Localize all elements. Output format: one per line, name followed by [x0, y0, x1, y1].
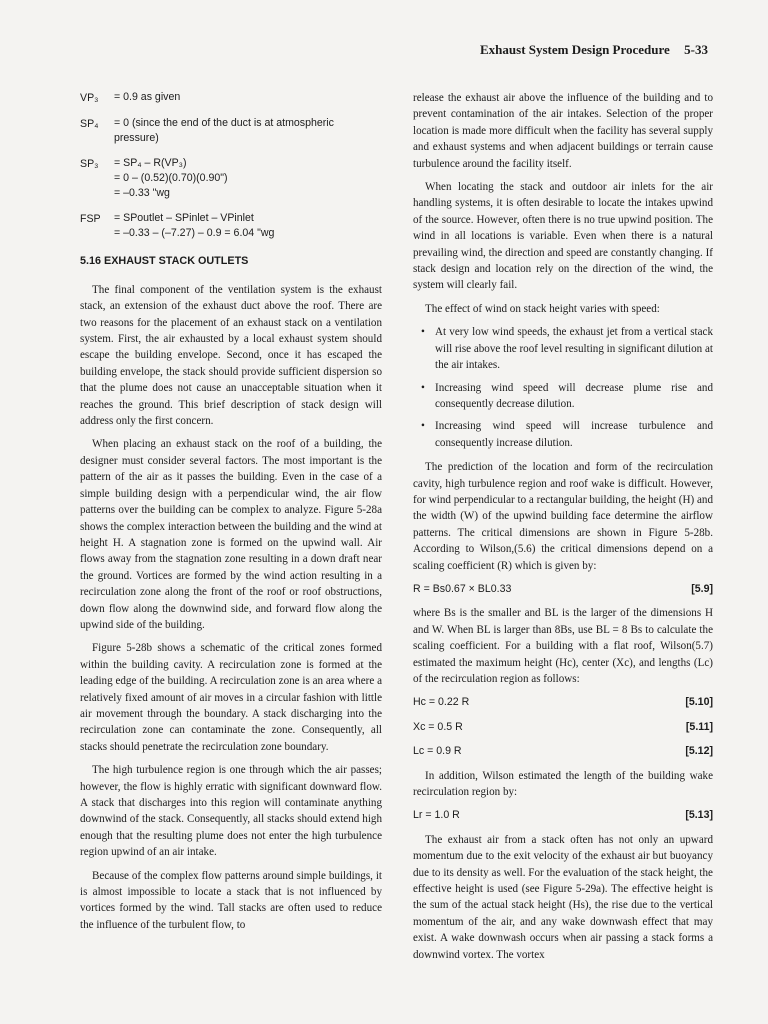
equation-line: = –0.33 – (–7.27) – 0.9 = 6.04 "wg — [114, 227, 275, 240]
paragraph: where Bs is the smaller and BL is the larger of the dimensions H and W. When BL is larger than 8Bs, use BL = 8 Bs to calculate the scaling coefficient. For a building with a flat roof, Wilson(5.7) estimated the maximum height (Hc), center (Xc), and lengths (Lc) of the recirculation region as follows: — [413, 607, 713, 685]
paragraph: When locating the stack and outdoor air inlets for the air handling systems, it is often desirable to locate the intakes upwind of the source. However, often there is no true upwind position. The wind in all locations is variable. Even when there is a natural prevailing wind, the direction and speed are constantly changing. If stack design and location rely on the direction of the wind, the system will clearly fail. — [413, 181, 713, 292]
equation-line: = SPoutlet – SPinlet – VPinlet — [114, 212, 254, 225]
paragraph: release the exhaust air above the influence of the building and to prevent contamination of the air intakes. Selection of the proper location is made more difficult when the facility has several supply and exhaust systems and when adjacent buildings or terrain cause turbulence around the facility itself. — [413, 92, 713, 170]
equation-vp3 — [80, 90, 382, 106]
equation-number: [5.10] — [685, 696, 713, 709]
equation-5-12 — [413, 743, 713, 759]
equation-line: = 0 – (0.52)(0.70)(0.90") — [114, 172, 228, 185]
paragraph: The prediction of the location and form of the recirculation cavity, high turbulence region and roof wake is difficult. However, for wind perpendicular to a rectangular building, the height (H) and the width (W) of the upwind building face determine the airflow patterns. The critical dimensions are shown in Figure 5-28b. According to Wilson,(5.6) the critical dimensions depend on a scaling coefficient (R) which is given by: — [413, 461, 713, 572]
equation-line: = 0 (since the end of the duct is at atmospheric — [114, 117, 334, 130]
paragraph: The effect of wind on stack height varies with speed: — [425, 302, 660, 315]
list-item: • Increasing wind speed will increase turbulence and consequently increase dilution. — [413, 418, 713, 451]
equation-text: Hc = 0.22 R — [413, 696, 470, 709]
paragraph: The exhaust air from a stack often has not only an upward momentum due to the exit velocity of the exhaust air but buoyancy due to its density as well. For the evaluation of the stack height, the effective height is used (see Figure 5-29a). The effective height is the sum of the actual stack height (Hs), the rise due to the vertical momentum of the air, and any wake downwash effect that may exist. A wake downwash occurs when air passing a stack forms a downwind vortex. The vortex — [413, 833, 713, 961]
equation-5-10 — [413, 694, 713, 710]
equation-line: = 0.9 as given — [114, 91, 181, 103]
equation-line: = SP₄ – R(VP₃) — [114, 157, 187, 170]
equation-line: = –0.33 "wg — [114, 187, 170, 200]
left-column — [80, 90, 382, 940]
right-column — [413, 90, 713, 970]
equation-5-13 — [413, 807, 713, 823]
equation-number: [5.9] — [691, 582, 713, 595]
equation-label: SP₄ — [80, 118, 99, 131]
equation-sp4 — [80, 116, 382, 146]
equation-line: pressure) — [114, 132, 159, 145]
equation-label: FSP — [80, 213, 101, 226]
list-item: • At very low wind speeds, the exhaust jet from a vertical stack will rise above the roof level resulting in significant dilution at the air intakes. — [413, 324, 713, 373]
page-number: 5-33 — [684, 42, 708, 57]
paragraph: When placing an exhaust stack on the roof of a building, the designer must consider several factors. The most important is the pattern of the air as it passes the building. Even in the case of a simple building design with a perpendicular wind, the air flow patterns over the building can be complex to analyze. Figure 5-28a shows the complex interaction between the building and the wind at height H. A stagnation zone is formed on the upwind wall. Air flows away from the stagnation zone resulting in a down draft near the ground. Vortices are formed by the wind action resulting in a recirculation zone along the front of the roof or roof obstructions, down flow along the downwind side, and forward flow along the upwind side of the building. — [80, 438, 382, 631]
paragraph: Figure 5-28b shows a schematic of the critical zones formed within the building cavity. A recirculation zone is formed at the leading edge of the building. A recirculation zone is an area where a relatively fixed amount of air moves in a circular fashion with little air movement through the boundary. A stack discharging into the recirculation zone can contaminate the zone. Consequently, all stacks should penetrate the recirculation zone boundary. — [80, 642, 382, 753]
header-title: Exhaust System Design Procedure — [480, 42, 670, 57]
equation-5-9 — [413, 581, 713, 597]
running-header — [480, 42, 708, 58]
equation-text: Lr = 1.0 R — [413, 809, 460, 822]
paragraph: Because of the complex flow patterns around simple buildings, it is almost impossible to locate a stack that is not influenced by vortices formed by the wind. Tall stacks are often used to reduce the influence of the turbulent flow, to — [80, 869, 382, 931]
paragraph: The final component of the ventilation system is the exhaust stack, an extension of the exhaust duct above the roof. There are two reasons for the placement of an exhaust stack on a ventilation system. First, the air exhausted by a local exhaust system should escape the building envelope. Second, once it has escaped the building envelope, the stack should provide sufficient dispersion so that the plume does not cause an unacceptable situation when it reaches the ground. This brief description of stack design will address only the first concern. — [80, 283, 382, 428]
equation-text: R = Bs0.67 × BL0.33 — [413, 582, 512, 595]
equation-number: [5.13] — [685, 809, 713, 822]
equation-text: Lc = 0.9 R — [413, 745, 462, 758]
bullet-list — [413, 324, 713, 451]
equation-5-11 — [413, 719, 713, 735]
equation-fsp — [80, 211, 382, 241]
equation-label: SP₃ — [80, 158, 99, 171]
equation-number: [5.11] — [685, 720, 713, 733]
equation-text: Xc = 0.5 R — [413, 720, 463, 733]
equation-label: VP₃ — [80, 92, 99, 104]
equation-number: [5.12] — [685, 745, 713, 758]
paragraph: In addition, Wilson estimated the length of the building wake recirculation region by: — [413, 769, 713, 799]
equation-sp3 — [80, 156, 382, 201]
section-heading: 5.16 EXHAUST STACK OUTLETS — [80, 255, 249, 268]
list-item: • Increasing wind speed will decrease plume rise and consequently decrease dilution. — [413, 380, 713, 413]
paragraph: The high turbulence region is one through which the air passes; however, the flow is highly erratic with significant downward flow. A stack that discharges into this region will contaminate anything downwind of the stack. Consequently, all stacks should extend high enough that the resulting plume does not enter the high turbulence region upwind of an air intake. — [80, 764, 382, 859]
